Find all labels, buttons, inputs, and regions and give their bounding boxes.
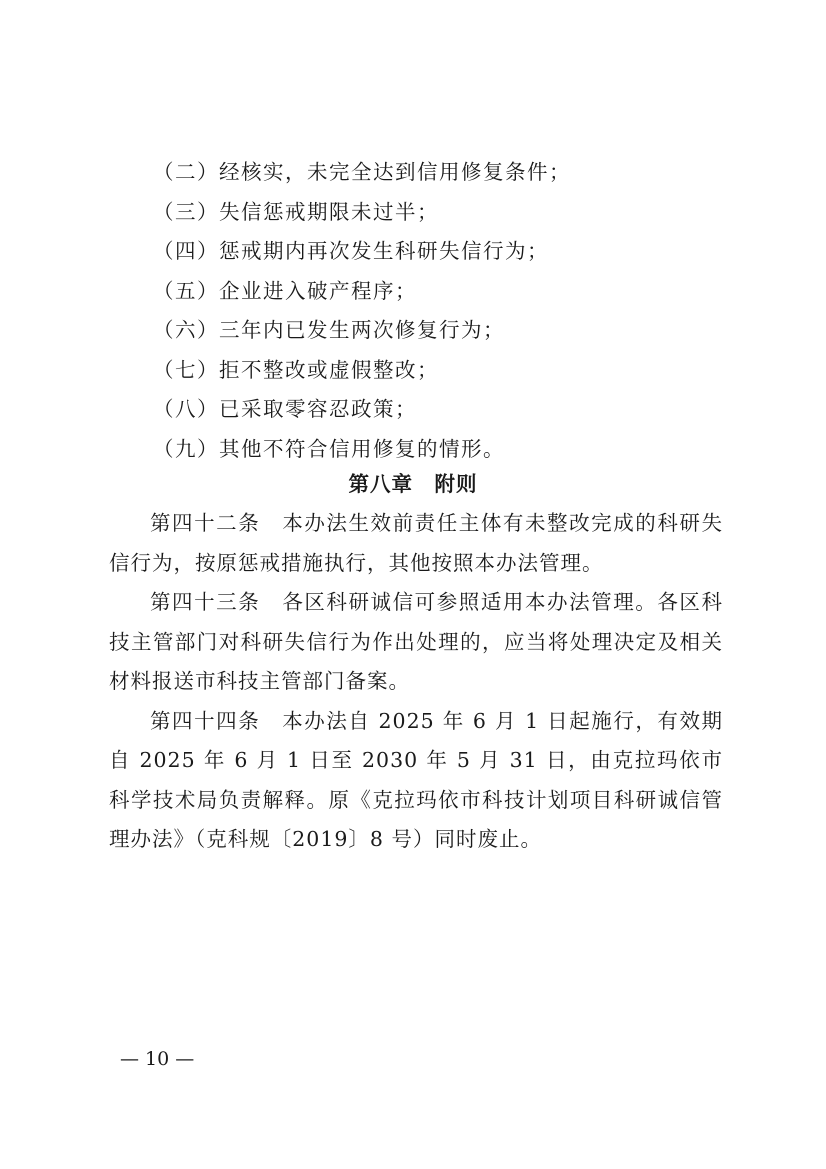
article-body: 本办法生效前责任主体有未整改完成的科研失信行为，按原惩戒措施执行，其他按照本办法管理。	[109, 511, 723, 575]
article-heading: 第四十四条	[150, 708, 261, 733]
article-43	[109, 583, 723, 702]
list-item: （七）拒不整改或虚假整改；	[153, 357, 439, 382]
list-item: （八）已采取零容忍政策；	[153, 397, 417, 421]
article-body: 本办法自 2025 年 6 月 1 日起施行，有效期自 2025 年 6 月 1 日至 2030 年 5 月 31 日，由克拉玛依市科学技术局负责解释。原《克拉玛依市科技计划项目科研诚信管理办法》（克科规〔2019〕8 号）同时废止。	[109, 708, 724, 851]
list-item: （二）经核实，未完全达到信用修复条件；	[153, 160, 571, 184]
list-item: （三）失信惩戒期限未过半；	[153, 199, 439, 224]
articles	[109, 504, 723, 860]
article-42	[109, 504, 723, 583]
list-item: （五）企业进入破产程序；	[153, 278, 417, 303]
list-item: （四）惩戒期内再次发生科研失信行为；	[153, 239, 549, 263]
page-number: — 10 —	[120, 1048, 195, 1070]
condition-list	[153, 153, 733, 469]
list-item: （六）三年内已发生两次修复行为；	[153, 318, 505, 342]
list-item: （九）其他不符合信用修复的情形。	[153, 436, 505, 461]
article-heading: 第四十三条	[150, 590, 261, 614]
article-44	[109, 702, 723, 860]
article-heading: 第四十二条	[150, 511, 261, 535]
article-body: 各区科研诚信可参照适用本办法管理。各区科技主管部门对科研失信行为作出处理的，应当将处理决定及相关材料报送市科技主管部门备案。	[109, 590, 723, 693]
chapter-title: 第八章 附则	[348, 472, 478, 496]
